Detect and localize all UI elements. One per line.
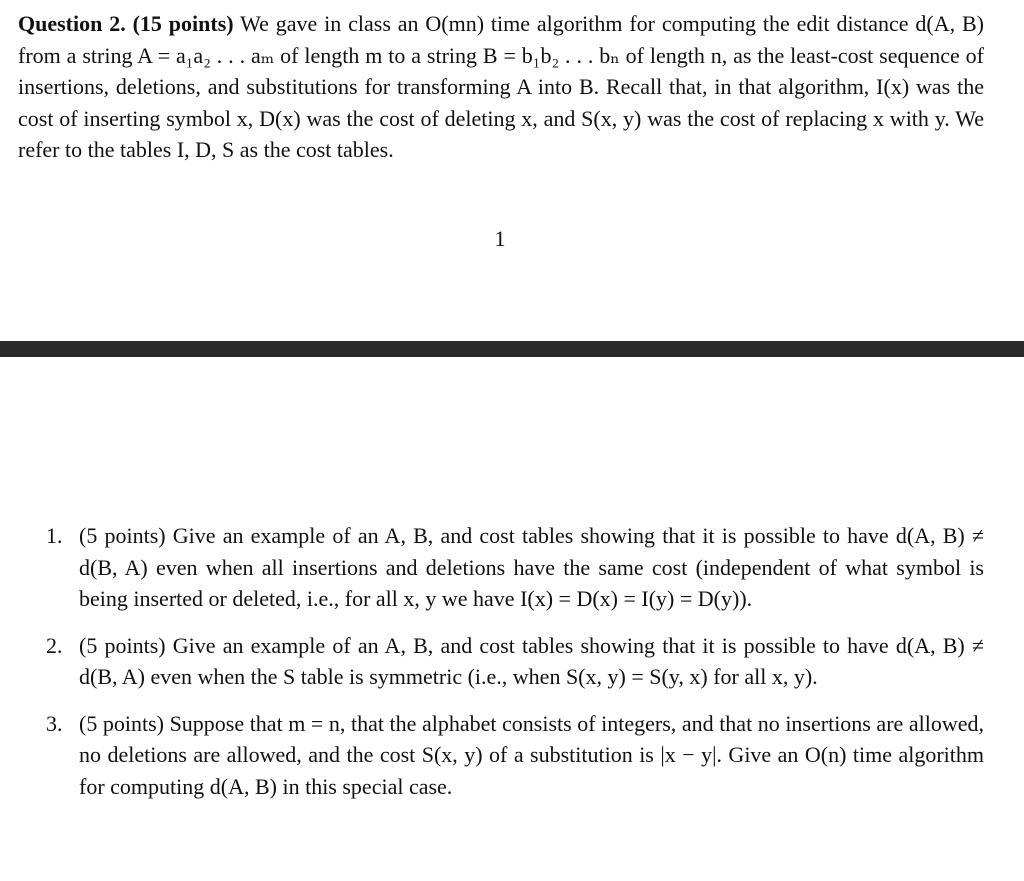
part-text: (5 points) Give an example of an A, B, and cost tables showing that it is possible to have d(A, B) ≠ d(B, A) even when the S table is symmetric (i.e., when S(x, y) = S(y, x) for all x, y).	[79, 632, 984, 689]
question-paragraph	[18, 8, 984, 166]
question-body: We gave in class an O(mn) time algorithm for computing the edit distance d(A, B) from a string A = a₁a₂ . . . aₘ of length m to a string B = b₁b₂ . . . bₙ of length n, as the least-cost sequence of insertions, deletions, and substitutions for transforming A into B. Recall that, in that algorithm, I(x) was the cost of inserting symbol x, D(x) was the cost of deleting x, and S(x, y) was the cost of replacing x with y. We refer to the tables I, D, S as the cost tables.	[18, 11, 984, 162]
part-text: (5 points) Give an example of an A, B, and cost tables showing that it is possible to have d(A, B) ≠ d(B, A) even when all insertions and deletions have the same cost (independent of what symbol is being inserted or deleted, i.e., for all x, y we have I(x) = D(x) = I(y) = D(y)).	[79, 523, 984, 611]
question-heading: Question 2. (15 points)	[18, 11, 234, 36]
page-separator	[0, 341, 1024, 357]
question-part	[46, 708, 984, 803]
page-number: 1	[494, 226, 506, 251]
part-number: 3.	[46, 710, 63, 736]
question-parts-list	[46, 520, 984, 817]
part-number: 2.	[46, 632, 63, 658]
question-part	[46, 520, 984, 615]
part-number: 1.	[46, 523, 63, 548]
part-text: (5 points) Suppose that m = n, that the alphabet consists of integers, and that no insertions are allowed, no deletions are allowed, and the cost S(x, y) of a substitution is |x − y|. Give an O(n) time algorithm for computing d(A, B) in this special case.	[79, 710, 984, 799]
question-part	[46, 630, 984, 693]
